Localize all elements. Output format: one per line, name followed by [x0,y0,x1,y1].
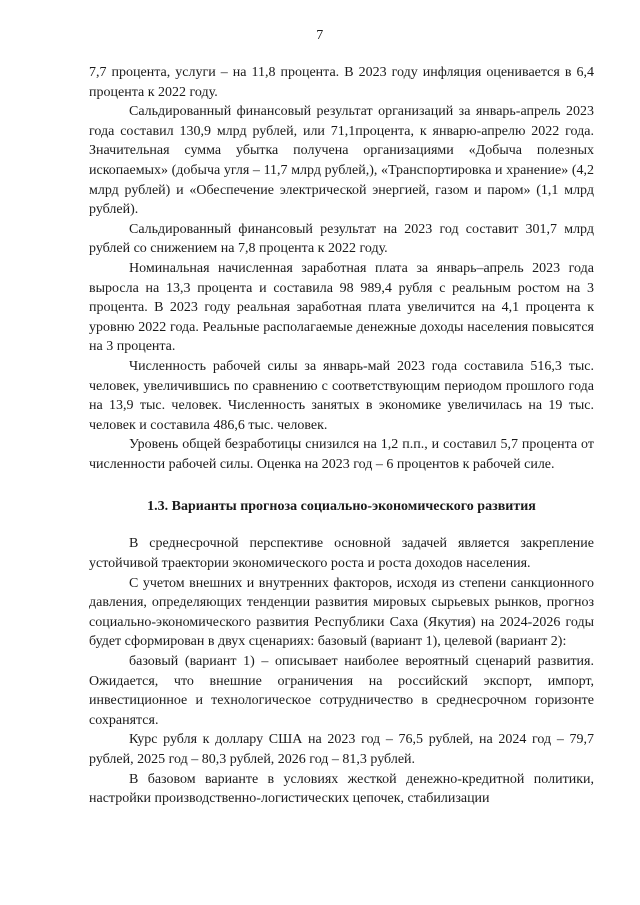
page-content [89,63,594,809]
paragraph: Сальдированный финансовый результат на 2023 год составит 301,7 млрд рублей со снижением на 7,8 процента к 2022 году. [89,221,594,257]
page-number: 7 [316,28,324,43]
section-heading-text: 1.3. Варианты прогноза социально-экономического развития [147,499,536,515]
section-heading [89,497,594,517]
paragraph: Численность рабочей силы за январь-май 2023 года составила 516,3 тыс. человек, увеличившись по сравнению с соответствующим периодом прошлого года на 13,9 тыс. человек. Численность занятых в экономике увеличилась на 19 тыс. человек и составила 486,6 тыс. человек. [89,358,594,433]
paragraph: Сальдированный финансовый результат организаций за январь-апрель 2023 года составил 130,9 млрд рублей, или 71,1процента, к январю-апрелю 2022 года. Значительная сумма убытка получена организациями «Добыча полезных ископаемых» (добыча угля – 11,7 млрд рублей,), «Транспортировка и хранение» (4,2 млрд рублей) и «Обеспечение электрической энергией, газом и паром» (1,1 млрд рублей). [89,104,594,218]
paragraph: 7,7 процента, услуги – на 11,8 процента. В 2023 году инфляция оценивается в 6,4 процента к 2022 году. [89,65,594,100]
paragraph: В базовом варианте в условиях жесткой денежно-кредитной политики, настройки производственно-логистических цепочек, стабилизации [89,771,594,807]
paragraph: базовый (вариант 1) – описывает наиболее вероятный сценарий развития. Ожидается, что внешние ограничения на российский экспорт, импорт, инвестиционное и технологическое сотрудничество в среднесрочном горизонте сохранятся. [89,654,594,728]
paragraph: Курс рубля к доллару США на 2023 год – 76,5 рублей, на 2024 год – 79,7 рублей, 2025 год – 80,3 рублей, 2026 год – 81,3 рублей. [89,732,594,767]
paragraph: В среднесрочной перспективе основной задачей является закрепление устойчивой траектории экономического роста и роста доходов населения. [89,536,594,572]
paragraph: С учетом внешних и внутренних факторов, исходя из степени санкционного давления, определяющих тенденции развития мировых сырьевых рынков, прогноз социально-экономического развития Республики Саха (Якутия) на 2024-2026 годы будет сформирован в двух сценариях: базовый (вариант 1), целевой (вариант 2): [89,575,594,650]
paragraph: Уровень общей безработицы снизился на 1,2 п.п., и составил 5,7 процента от численности рабочей силы. Оценка на 2023 год – 6 процентов к рабочей силе. [89,437,594,472]
paragraph: Номинальная начисленная заработная плата за январь–апрель 2023 года выросла на 13,3 процента и составила 98 989,4 рубля с реальным ростом на 3 процента. В 2023 году реальная заработная плата увеличится на 4,1 процента к уровню 2022 года. Реальные располагаемые денежные доходы населения повысятся на 3 процента. [89,260,594,355]
